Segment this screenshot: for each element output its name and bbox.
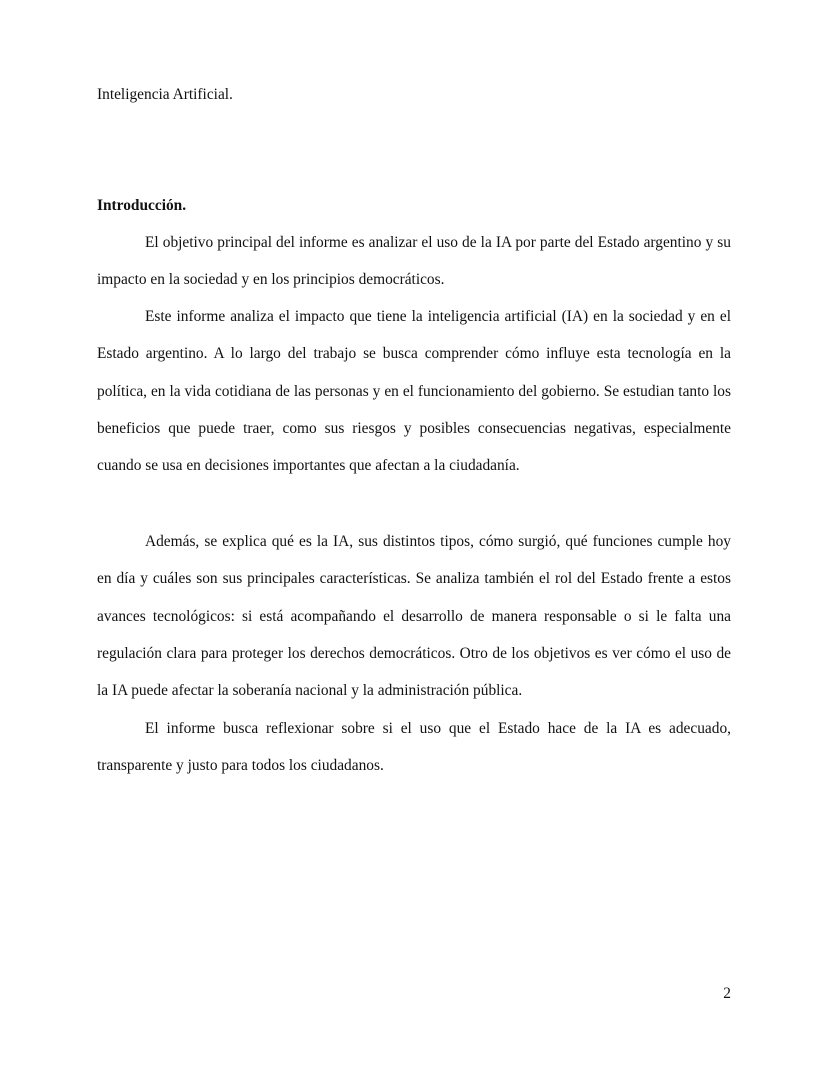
paragraph-content: Además, se explica qué es la IA, sus distintos tipos, cómo surgió, qué funciones cumple hoy en día y cuáles son sus principales características. Se analiza también el rol del Estado frente a estos avances tecnológicos: si está acompañando el desarrollo de manera responsable o si le falta una regulación clara para proteger los derechos democráticos. Otro de los objetivos es ver cómo el uso de la IA puede afectar la soberanía nacional y la administración pública. [97,533,731,700]
title-fragment: Inteligencia Artificial. [97,86,233,103]
paragraph-reflection: El informe busca reflexionar sobre si el uso que el Estado hace de la IA es adecuado, transparente y justo para todos los ciudadanos. [97,720,731,775]
section-heading: Introducción. [97,197,187,214]
page-number: 2 [723,985,731,1002]
paragraph-objective: El objetivo principal del informe es analizar el uso de la IA por parte del Estado argentino y su impacto en la sociedad y en los principios democráticos. [97,234,731,289]
paragraph-scope: Este informe analiza el impacto que tiene la inteligencia artificial (IA) en la sociedad y en el Estado argentino. A lo largo del trabajo se busca comprender cómo influye esta tecnología en la política, en la vida cotidiana de las personas y en el funcionamiento del gobierno. Se estudian tanto los beneficios que puede traer, como sus riesgos y posibles consecuencias negativas, especialmente cuando se usa en decisiones importantes que afectan a la ciudadanía. [97,308,731,475]
